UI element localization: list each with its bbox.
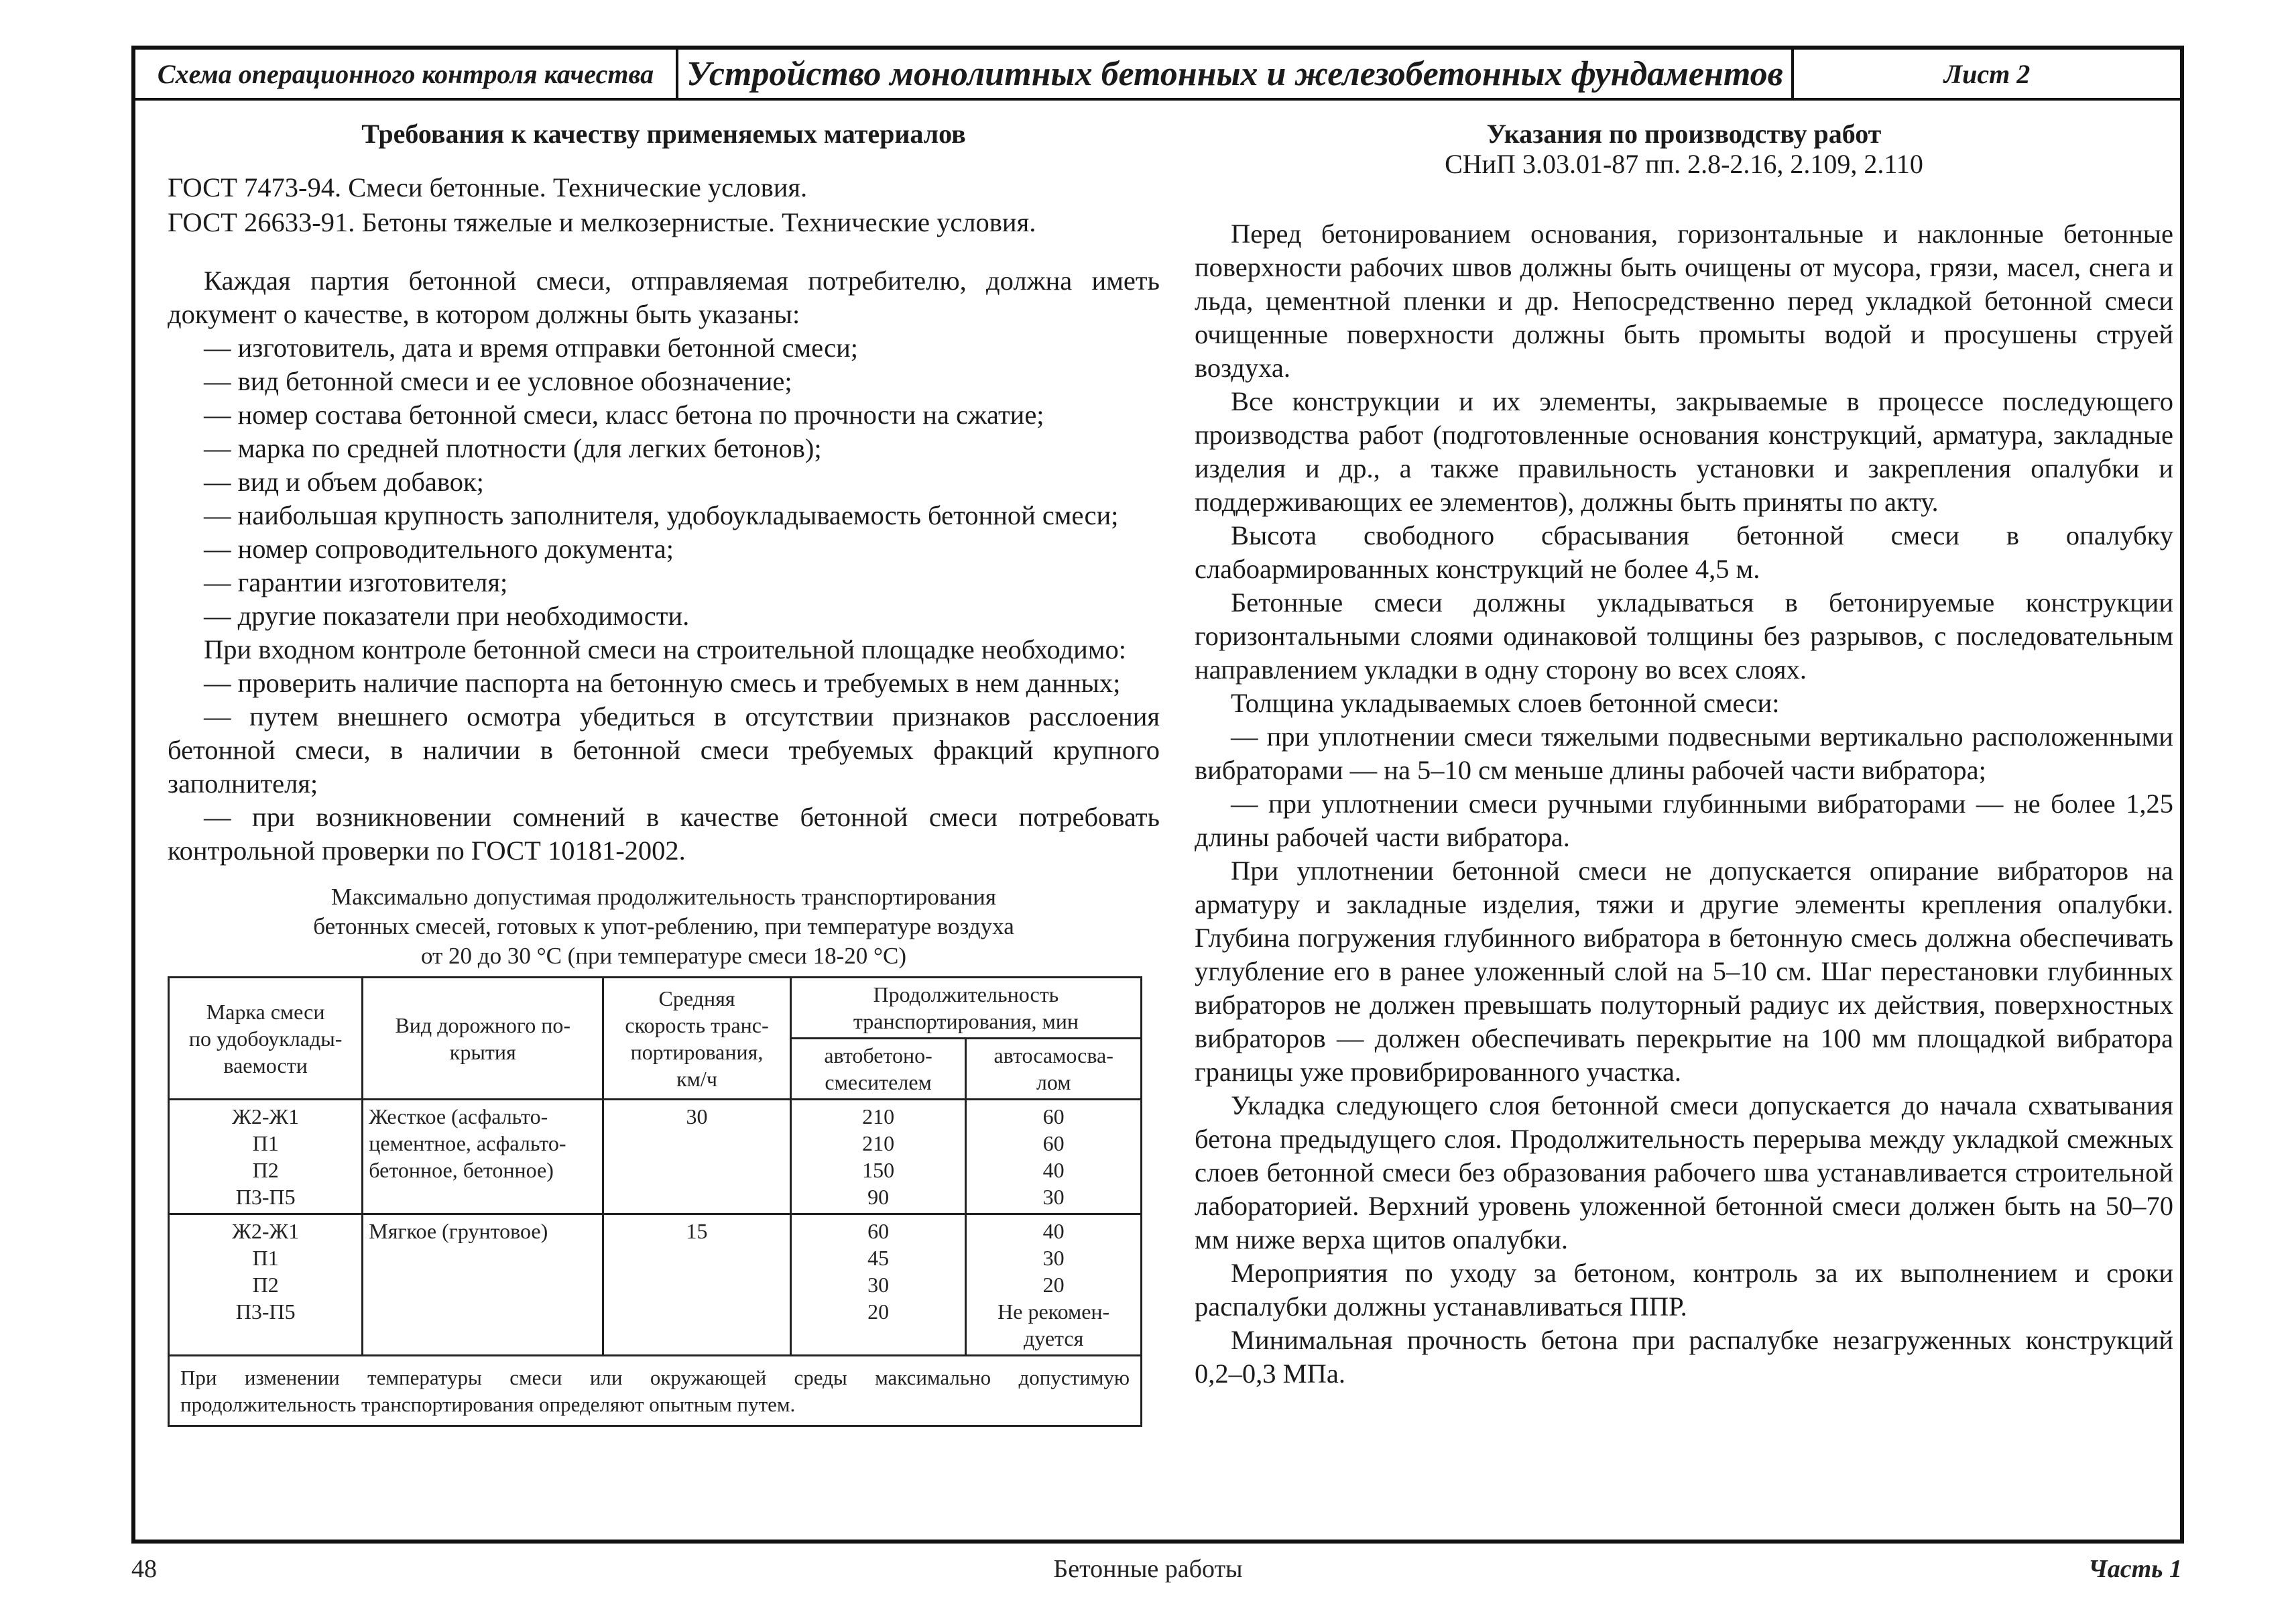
list-item: — другие показатели при необходимости.: [204, 601, 690, 631]
header-title: Устройство монолитных бетонных и железобетонных фундаментов: [678, 50, 1794, 98]
table-row: [169, 1214, 1142, 1356]
works-title: Указания по производству работ: [1486, 119, 1882, 149]
header-sheet: Лист 2: [1943, 58, 2031, 89]
works-paragraph: Укладка следующего слоя бетонной смеси допускается до начала схватывания бетона предыдущего слоя. Продолжительность перерыва между укладкой смежных слоев бетонной смеси без образования рабочего шва устанавливается строительной лабораторией. Верхний уровень уложенной бетонной смеси должен быть на 50–70 мм ниже верха щитов опалубки.: [1195, 1090, 2173, 1255]
list-item: — вид бетонной смеси и ее условное обозначение;: [204, 366, 792, 396]
table-note: При изменении температуры смеси или окружающей среды максимально допустимую продолжительность транспортирования определяют опытным путем.: [169, 1356, 1142, 1426]
works-paragraph: Высота свободного сбрасывания бетонной смеси в опалубку слабоармированных конструкций не более 4,5 м.: [1195, 520, 2173, 584]
list-item: — номер сопроводительного документа;: [204, 534, 674, 564]
list-item: — проверить наличие паспорта на бетонную смесь и требуемых в нем данных;: [204, 668, 1121, 698]
quality-doc-items: [168, 331, 1160, 633]
table-row: [169, 1100, 1142, 1214]
list-item: — изготовитель, дата и время отправки бетонной смеси;: [204, 333, 859, 363]
transport-duration-table: [168, 976, 1142, 1427]
cell-marks: Ж2-Ж1 П1 П2 П3-П5: [169, 1214, 363, 1356]
list-item: — марка по средней плотности (для легких бетонов);: [204, 433, 822, 463]
col-header-mixer: автобетоно- смесителем: [790, 1039, 966, 1100]
table-caption: Максимально допустимая продолжительность транспортирования бетонных смесей, готовых к упот-реблению, при температуре воздуха от 20 до 30 °C (при температуре смеси 18-20 °C): [313, 884, 1014, 969]
works-paragraph: Мероприятия по уходу за бетоном, контроль за их выполнением и сроки распалубки должны устанавливаться ППР.: [1195, 1258, 2173, 1322]
col-header-road: Вид дорожного по- крытия: [363, 978, 603, 1100]
page-frame: [131, 46, 2184, 1544]
list-item: — наибольшая крупность заполнителя, удобоукладываемость бетонной смеси;: [204, 500, 1119, 530]
works-paragraph: Бетонные смеси должны укладываться в бетонируемые конструкции горизонтальными слоями одинаковой толщины без разрывов, с последовательным направлением укладки в одну сторону во всех слоях.: [1195, 587, 2173, 685]
works-paragraph: Перед бетонированием основания, горизонтальные и наклонные бетонные поверхности рабочих швов должны быть очищены от мусора, грязи, масел, снега и льда, цементной пленки и др. Непосредственно перед укладкой бетонной смеси очищенные поверхности должны быть промыты водой и просушены струей воздуха.: [1195, 219, 2173, 383]
list-item: — номер состава бетонной смеси, класс бетона по прочности на сжатие;: [204, 400, 1044, 430]
list-item: — гарантии изготовителя;: [204, 567, 508, 597]
header-bar: [135, 50, 2180, 101]
list-item: — путем внешнего осмотра убедиться в отсутствии признаков расслоения бетонной смеси, в наличии в бетонной смеси требуемых фракций крупного заполнителя;: [168, 701, 1160, 799]
input-control-items: [168, 666, 1160, 868]
materials-title: Требования к качеству применяемых материалов: [361, 119, 966, 149]
footer-section: Бетонные работы: [1053, 1555, 1243, 1583]
left-column: [168, 117, 1160, 1427]
input-control-paragraph: При входном контроле бетонной смеси на строительной площадке необходимо:: [204, 634, 1126, 664]
col-header-mark: Марка смеси по удобоуклады- ваемости: [169, 978, 363, 1100]
cell-mixer: 210 210 150 90: [790, 1100, 966, 1214]
works-paragraph: Все конструкции и их элементы, закрываемые в процессе последующего производства работ (подготовленные основания конструкций, арматура, закладные изделия и др., а также правильность установки и закрепления опалубки и поддерживающих ее элементов), должны быть приняты по акту.: [1195, 386, 2173, 517]
cell-dump: 40 30 20 Не рекомен- дуется: [966, 1214, 1142, 1356]
gost-2: ГОСТ 26633-91. Бетоны тяжелые и мелкозернистые. Технические условия.: [168, 207, 1036, 237]
works-paragraph: При уплотнении бетонной смеси не допускается опирание вибраторов на арматуру и закладные изделия, тяжи и другие элементы крепления опалубки. Глубина погружения глубинного вибратора в бетонную смесь должна обеспечивать углубление его в ранее уложенный слой на 5–10 см. Шаг перестановки глубинных вибраторов не должен превышать полуторный радиус их действия, поверхностных вибраторов — должен обеспечивать перекрытие на 100 мм площадкой вибратора границы уже провибрированного участка.: [1195, 856, 2173, 1087]
table-note-row: [169, 1356, 1142, 1426]
list-item: — вид и объем добавок;: [204, 467, 484, 497]
list-item: — при возникновении сомнений в качестве бетонной смеси потребовать контрольной проверки по ГОСТ 10181-2002.: [168, 802, 1160, 866]
cell-road: Жесткое (асфальто- цементное, асфальто- бетонное, бетонное): [363, 1100, 603, 1214]
col-header-speed: Средняя скорость транс- портирования, км/ч: [603, 978, 791, 1100]
gost-list: [168, 170, 1160, 240]
works-paragraph: — при уплотнении смеси тяжелыми подвесными вертикально расположенными вибраторами — на 5–10 см меньше длины рабочей части вибратора;: [1195, 721, 2173, 785]
cell-road: Мягкое (грунтовое): [363, 1214, 603, 1356]
gost-1: ГОСТ 7473-94. Смеси бетонные. Технические условия.: [168, 172, 808, 202]
cell-marks: Ж2-Ж1 П1 П2 П3-П5: [169, 1100, 363, 1214]
header-scheme-label: Схема операционного контроля качества: [135, 50, 678, 98]
cell-dump: 60 60 40 30: [966, 1100, 1142, 1214]
cell-mixer: 60 45 30 20: [790, 1214, 966, 1356]
col-header-duration: Продолжительность транспортирования, мин: [790, 978, 1141, 1039]
footer-part: Часть 1: [2088, 1555, 2182, 1583]
table-header-row: [169, 978, 1142, 1039]
works-paragraph: Минимальная прочность бетона при распалубке незагруженных конструкций 0,2–0,3 МПа.: [1195, 1325, 2173, 1389]
cell-speed: 15: [603, 1214, 791, 1356]
works-paragraph: Толщина укладываемых слоев бетонной смеси:: [1231, 688, 1780, 718]
right-column: [1195, 117, 2173, 1391]
col-header-dump: автосамосва- лом: [966, 1039, 1142, 1100]
works-subtitle: СНиП 3.03.01-87 пп. 2.8-2.16, 2.109, 2.110: [1445, 149, 1923, 179]
works-paragraph: — при уплотнении смеси ручными глубинными вибраторами — не более 1,25 длины рабочей части вибратора.: [1195, 789, 2173, 852]
page-number: 48: [131, 1555, 157, 1583]
cell-speed: 30: [603, 1100, 791, 1214]
quality-doc-paragraph: Каждая партия бетонной смеси, отправляемая потребителю, должна иметь документ о качестве, в котором должны быть указаны:: [168, 266, 1160, 329]
